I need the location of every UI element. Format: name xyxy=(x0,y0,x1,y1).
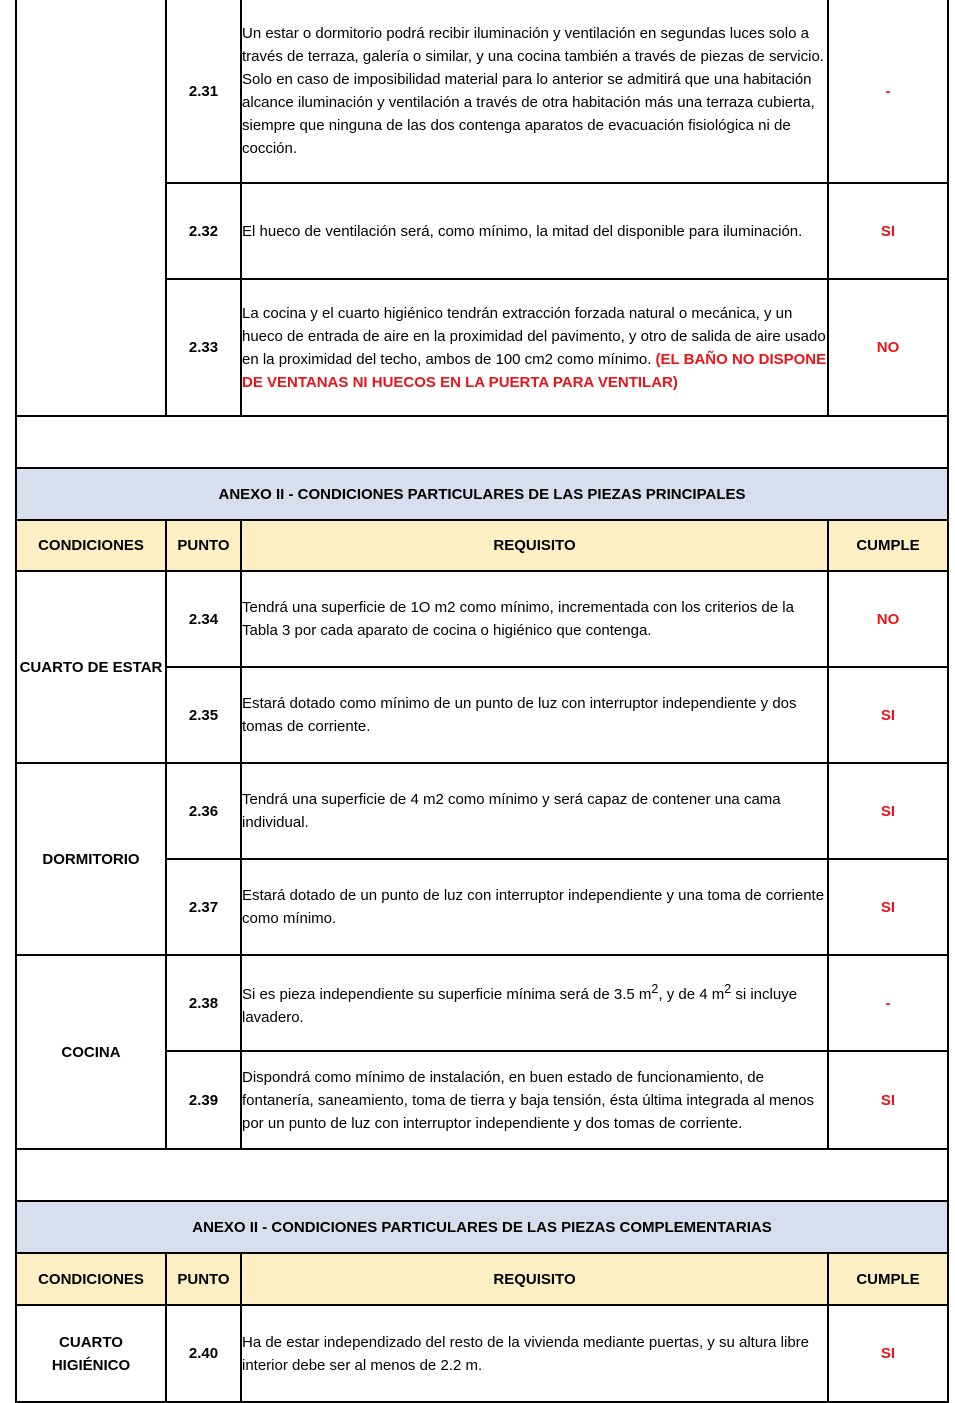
requisito-cell: Tendrá una superficie de 1O m2 como mínimo, incrementada con los criterios de la Tabla 3 por cada aparato de cocina o higiénico que contenga. xyxy=(241,571,828,667)
requisito-note: (EL BAÑO NO DISPONE DE VENTANAS NI HUECOS EN LA PUERTA PARA VENTILAR) xyxy=(242,350,827,391)
requisito-cell: Dispondrá como mínimo de instalación, en buen estado de funcionamiento, de fontanería, saneamiento, toma de tierra y baja tensión, ésta última integrada al menos por un punto de luz con interruptor independiente y dos tomas de corriente. xyxy=(241,1051,828,1149)
requisito-cell: Un estar o dormitorio podrá recibir iluminación y ventilación en segundas luces solo a través de terraza, galería o similar, y una cocina también a través de piezas de servicio. Solo en caso de imposibilidad material para lo anterior se admitirá que una habitación alcance iluminación y ventilación a través de otra habitación más una terraza cubierta, siempre que ninguna de las dos contenga aparatos de evacuación fisiológica ni de cocción. xyxy=(241,0,828,183)
header-punto: PUNTO xyxy=(166,1253,241,1305)
header-requisito: REQUISITO xyxy=(241,1253,828,1305)
requisito-cell: Tendrá una superficie de 4 m2 como mínimo y será capaz de contener una cama individual. xyxy=(241,763,828,859)
header-condiciones: CONDICIONES xyxy=(16,520,166,571)
condition-cell: COCINA xyxy=(16,955,166,1149)
punto-cell: 2.35 xyxy=(166,667,241,763)
header-cumple: CUMPLE xyxy=(828,520,948,571)
condition-cell-continued xyxy=(16,0,166,416)
requisito-cell: Estará dotado como mínimo de un punto de luz con interruptor independiente y dos tomas de corriente. xyxy=(241,667,828,763)
condition-cell: DORMITORIO xyxy=(16,763,166,955)
table-row xyxy=(16,571,948,667)
punto-cell: 2.33 xyxy=(166,279,241,416)
compliance-table xyxy=(15,0,949,1403)
header-cumple: CUMPLE xyxy=(828,1253,948,1305)
spacer-row xyxy=(16,416,948,468)
section-title: ANEXO II - CONDICIONES PARTICULARES DE LAS PIEZAS PRINCIPALES xyxy=(16,468,948,520)
spacer-row xyxy=(16,1149,948,1201)
cumple-cell: NO xyxy=(828,279,948,416)
cumple-cell: SI xyxy=(828,1051,948,1149)
header-condiciones: CONDICIONES xyxy=(16,1253,166,1305)
section-title-row xyxy=(16,1201,948,1253)
punto-cell: 2.34 xyxy=(166,571,241,667)
table-row xyxy=(16,763,948,859)
condition-cell xyxy=(16,1305,166,1402)
header-punto: PUNTO xyxy=(166,520,241,571)
cumple-cell: SI xyxy=(828,1305,948,1402)
requisito-text-c: si incluye lavadero. xyxy=(242,985,798,1026)
requisito-cell xyxy=(241,279,828,416)
requisito-cell: El hueco de ventilación será, como mínimo, la mitad del disponible para iluminación. xyxy=(241,183,828,279)
cumple-cell: SI xyxy=(828,183,948,279)
punto-cell: 2.39 xyxy=(166,1051,241,1149)
punto-cell: 2.37 xyxy=(166,859,241,955)
requisito-text: La cocina y el cuarto higiénico tendrán extracción forzada natural o mecánica, y un hueco de entrada de aire en la proximidad del pavimento, y otro de salida de aire usado en la proximidad del techo, ambos de 100 cm2 como mínimo. xyxy=(242,304,826,368)
condition-line: HIGIÉNICO xyxy=(51,1356,131,1374)
requisito-text-a: Si es pieza independiente su superficie mínima será de 3.5 m xyxy=(242,985,652,1003)
punto-cell: 2.31 xyxy=(166,0,241,183)
condition-cell: CUARTO DE ESTAR xyxy=(16,571,166,763)
superscript: 2 xyxy=(724,981,732,996)
header-row xyxy=(16,520,948,571)
cumple-cell: SI xyxy=(828,667,948,763)
requisito-text-b: , y de 4 m xyxy=(658,985,725,1003)
table-row xyxy=(16,0,948,183)
header-requisito: REQUISITO xyxy=(241,520,828,571)
punto-cell: 2.36 xyxy=(166,763,241,859)
requisito-cell: Ha de estar independizado del resto de la vivienda mediante puertas, y su altura libre interior debe ser al menos de 2.2 m. xyxy=(241,1305,828,1402)
section-title-row xyxy=(16,468,948,520)
cumple-cell: SI xyxy=(828,859,948,955)
header-row xyxy=(16,1253,948,1305)
cumple-cell: - xyxy=(828,955,948,1051)
cumple-cell: SI xyxy=(828,763,948,859)
table-row xyxy=(16,955,948,1051)
section-title: ANEXO II - CONDICIONES PARTICULARES DE LAS PIEZAS COMPLEMENTARIAS xyxy=(16,1201,948,1253)
punto-cell: 2.40 xyxy=(166,1305,241,1402)
punto-cell: 2.32 xyxy=(166,183,241,279)
superscript: 2 xyxy=(651,981,659,996)
requisito-cell xyxy=(241,955,828,1051)
punto-cell: 2.38 xyxy=(166,955,241,1051)
condition-line: CUARTO xyxy=(59,1333,123,1351)
requisito-cell: Estará dotado de un punto de luz con interruptor independiente y una toma de corriente como mínimo. xyxy=(241,859,828,955)
cumple-cell: NO xyxy=(828,571,948,667)
cumple-cell: - xyxy=(828,0,948,183)
table-row xyxy=(16,1305,948,1402)
